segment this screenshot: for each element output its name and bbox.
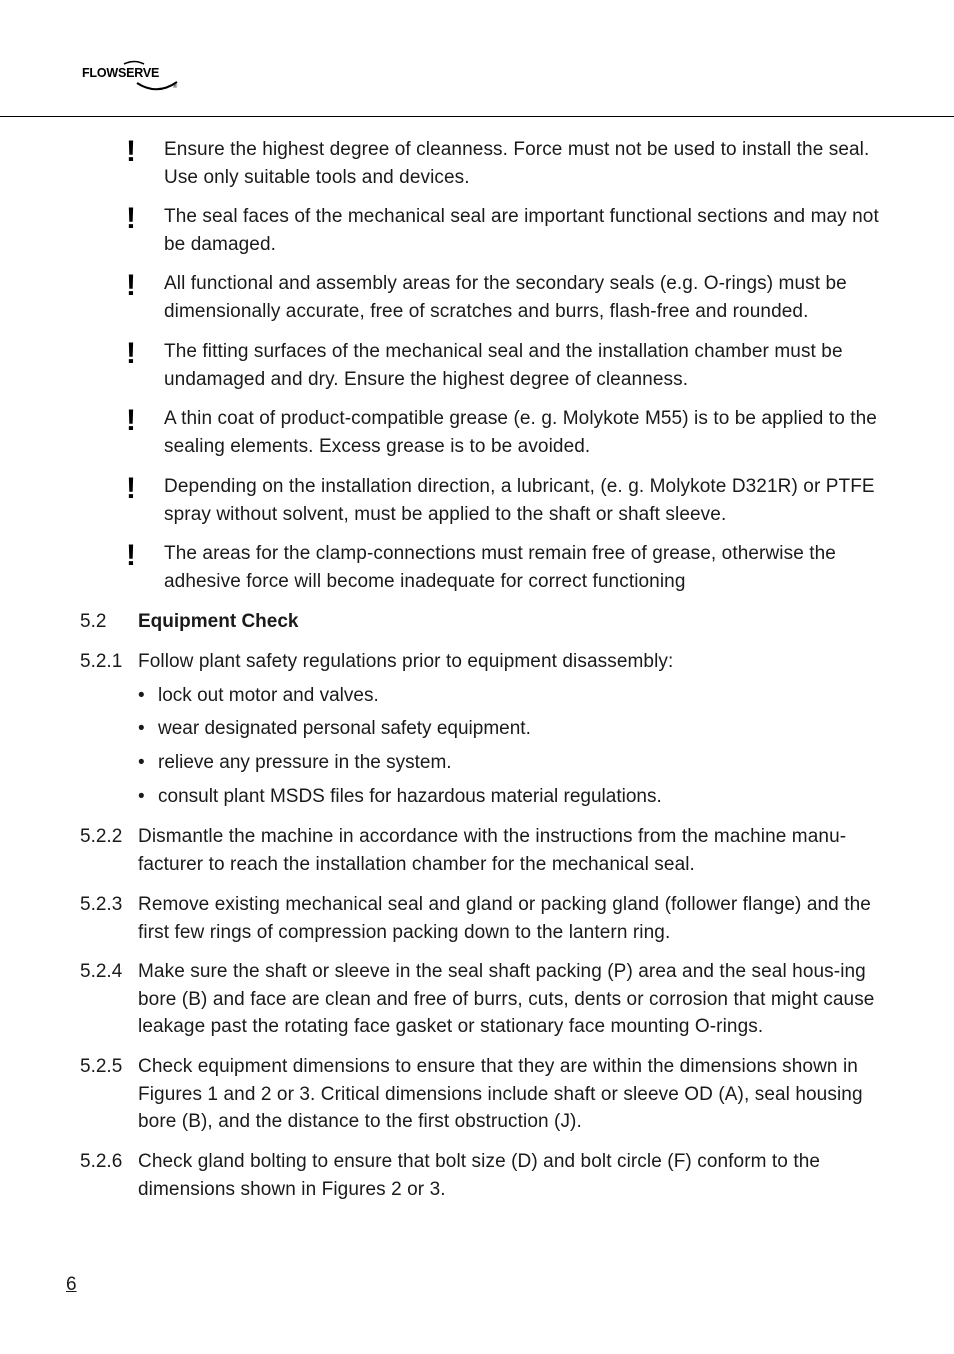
caution-mark: ! [126,269,136,302]
item-number: 5.2.5 [80,1056,123,1077]
caution-text: The areas for the clamp-connections must remain free of grease, otherwise the adhesive force will become inadequate for correct functioning [164,543,836,592]
item-text: Dismantle the machine in accordance with the instructions from the machine manu-facturer to reach the installation chamber for the mechanical seal. [138,826,847,875]
item-text: Make sure the shaft or sleeve in the seal shaft packing (P) area and the seal hous-ing bore (B) and face are clean and free of burrs, cuts, dents or corrosion that might cause leakage past the rotating face gasket or stationary face mounting O-rings. [138,961,875,1037]
item-number: 5.2.1 [80,651,123,672]
bullet-text: consult plant MSDS files for hazardous material regulations. [158,786,662,807]
logo-wordmark: FLOWSERVE [82,66,160,80]
bullet-text: relieve any pressure in the system. [158,752,452,773]
item-number: 5.2.6 [80,1151,123,1172]
caution-mark: ! [126,337,136,370]
flowserve-logo [82,60,182,96]
header-rule [0,116,954,117]
caution-text: All functional and assembly areas for the secondary seals (e.g. O-rings) must be dimensionally accurate, free of scratches and burrs, flash-free and rounded. [164,273,847,322]
bullet-item [138,783,662,811]
bullet-dot: • [138,786,145,807]
item-text: Check gland bolting to ensure that bolt size (D) and bolt circle (F) conform to the dimensions shown in Figures 2 or 3. [138,1151,821,1200]
caution-text: Ensure the highest degree of cleanness. Force must not be used to install the seal. Use only suitable tools and devices. [164,139,870,188]
section-number: 5.2 [80,611,107,632]
caution-text: Depending on the installation direction, a lubricant, (e. g. Molykote D321R) or PTFE spray without solvent, must be applied to the shaft or shaft sleeve. [164,476,875,525]
item-number: 5.2.4 [80,961,123,982]
item-number: 5.2.3 [80,894,123,915]
bullet-dot: • [138,718,145,739]
section-title: Equipment Check [138,611,299,632]
item-text: Check equipment dimensions to ensure that they are within the dimensions shown in Figures 1 and 2 or 3. Critical dimensions include shaft or sleeve OD (A), seal housing bore (B), and the distance to the first obstruction (J). [138,1056,863,1132]
caution-mark: ! [126,539,136,572]
caution-text: A thin coat of product-compatible grease (e. g. Molykote M55) is to be applied to the sealing elements. Excess grease is to be avoided. [164,408,877,457]
svg-text:®: ® [172,83,178,90]
caution-text: The seal faces of the mechanical seal are important functional sections and may not be damaged. [164,206,879,255]
bullet-dot: • [138,752,145,773]
caution-mark: ! [126,135,136,168]
caution-mark: ! [126,472,136,505]
caution-text: The fitting surfaces of the mechanical seal and the installation chamber must be undamaged and dry. Ensure the highest degree of cleanness. [164,341,843,390]
bullet-item [138,682,379,710]
item-text: Remove existing mechanical seal and gland or packing gland (follower flange) and the first few rings of compression packing down to the lantern ring. [138,894,871,943]
bullet-item [138,749,452,777]
caution-mark: ! [126,202,136,235]
item-number: 5.2.2 [80,826,123,847]
page-number: 6 [66,1274,77,1295]
item-text: Follow plant safety regulations prior to equipment disassembly: [138,651,674,672]
bullet-dot: • [138,685,145,706]
bullet-text: wear designated personal safety equipment. [158,718,531,739]
bullet-text: lock out motor and valves. [158,685,379,706]
logo-swoosh-icon [82,60,182,96]
caution-mark: ! [126,404,136,437]
bullet-item [138,715,531,743]
